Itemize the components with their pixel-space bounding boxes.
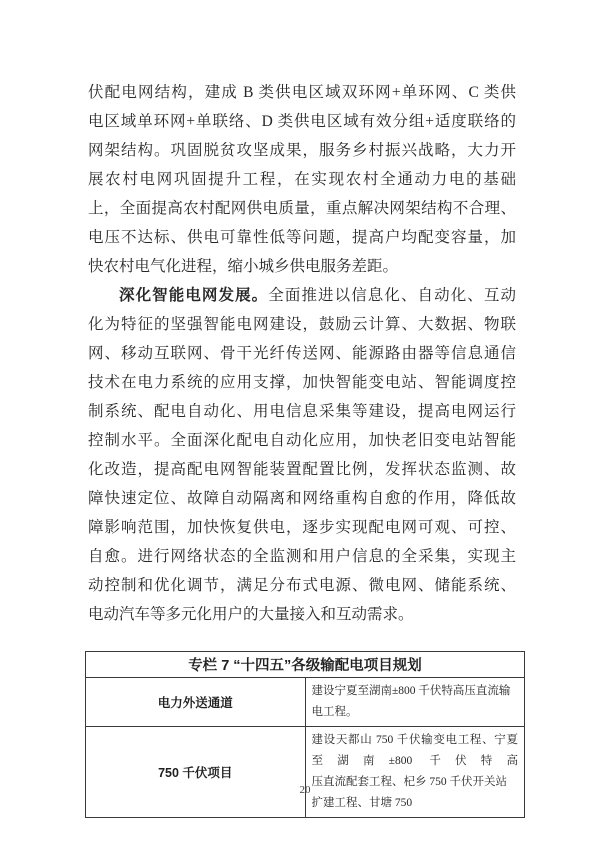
body-text: [88, 78, 516, 629]
table-row: [86, 678, 525, 727]
table-row-label: 750 千伏项目: [86, 727, 306, 818]
table-title: 专栏 7 “十四五”各级输配电项目规划: [86, 652, 525, 678]
body-line-text: 化为特征的坚强智能电网建设，鼓励云计算、大数据、物联: [88, 316, 516, 333]
body-line-text: 制系统、配电自动化、用电信息采集等建设，提高电网运行: [88, 403, 516, 420]
body-line-text: 快农村电气化进程，缩小城乡供电服务差距。: [88, 258, 399, 275]
body-line-text: 化改造，提高配电网智能装置配置比例，发挥状态监测、故: [88, 461, 516, 478]
table-content-line: 压直流配套工程、杞乡 750 千伏开关站扩建工程、甘塘 750: [311, 776, 507, 809]
table-row-label: 电力外送通道: [86, 678, 306, 727]
body-line-text: 电区域单环网+单联络、D 类供电区域有效分组+适度联络的: [88, 113, 516, 130]
body-line-text: 电压不达标、供电可靠性低等问题，提高户均配变容量，加: [88, 229, 516, 246]
body-line-bold-lead: 深化智能电网发展。: [119, 287, 269, 304]
body-line: [88, 455, 516, 484]
body-line: [88, 136, 516, 165]
body-line: [88, 223, 516, 252]
table-content-line: 建设天都山 750 千伏输变电工程、宁夏至湖南±800 千伏特高: [311, 734, 518, 767]
table-row-content: [305, 727, 525, 818]
table-row-content: [305, 678, 525, 727]
page-number: 20: [299, 784, 311, 796]
body-line: [88, 542, 516, 571]
body-line: [88, 368, 516, 397]
body-line: [88, 571, 516, 600]
body-line-text: 障快速定位、故障自动隔离和网络重构自愈的作用，降低故: [88, 490, 516, 507]
body-line: [88, 397, 516, 426]
body-line: [88, 310, 516, 339]
body-line-text: 动控制和优化调节，满足分布式电源、微电网、储能系统、: [88, 577, 516, 594]
body-line-text: 网、移动互联网、骨干光纤传送网、能源路由器等信息通信: [88, 345, 516, 362]
body-line-text: 上，全面提高农村配网供电质量，重点解决网架结构不合理、: [88, 200, 516, 217]
body-line: [88, 484, 516, 513]
body-line-text: 全面推进以信息化、自动化、互动: [268, 287, 516, 304]
body-line-text: 电动汽车等多元化用户的大量接入和互动需求。: [88, 606, 414, 623]
body-line: [88, 600, 516, 629]
body-line-text: 伏配电网结构，建成 B 类供电区域双环网+单环网、C 类供: [88, 84, 516, 101]
body-line-text: 展农村电网巩固提升工程，在实现农村全通动力电的基础: [88, 171, 516, 188]
table-title-row: [86, 652, 525, 678]
body-line: [88, 513, 516, 542]
body-line: [88, 281, 516, 310]
body-line-text: 障影响范围，加快恢复供电，逐步实现配电网可观、可控、: [88, 519, 516, 536]
body-line-text: 自愈。进行网络状态的全监测和用户信息的全采集，实现主: [88, 548, 516, 565]
body-line: [88, 426, 516, 455]
table-content-line: 建设宁夏至湖南±800 千伏特高压直流输电工程。: [311, 685, 511, 718]
table-row: [86, 727, 525, 818]
page-footer: [85, 780, 525, 798]
body-line: [88, 78, 516, 107]
body-line-text: 技术在电力系统的应用支撑，加快智能变电站、智能调度控: [88, 374, 516, 391]
body-line-text: 网架结构。巩固脱贫攻坚成果，服务乡村振兴战略，大力开: [88, 142, 516, 159]
body-line: [88, 252, 516, 281]
body-line: [88, 194, 516, 223]
body-line-text: 控制水平。全面深化配电自动化应用，加快老旧变电站智能: [88, 432, 516, 449]
body-line: [88, 339, 516, 368]
body-line: [88, 165, 516, 194]
body-line: [88, 107, 516, 136]
